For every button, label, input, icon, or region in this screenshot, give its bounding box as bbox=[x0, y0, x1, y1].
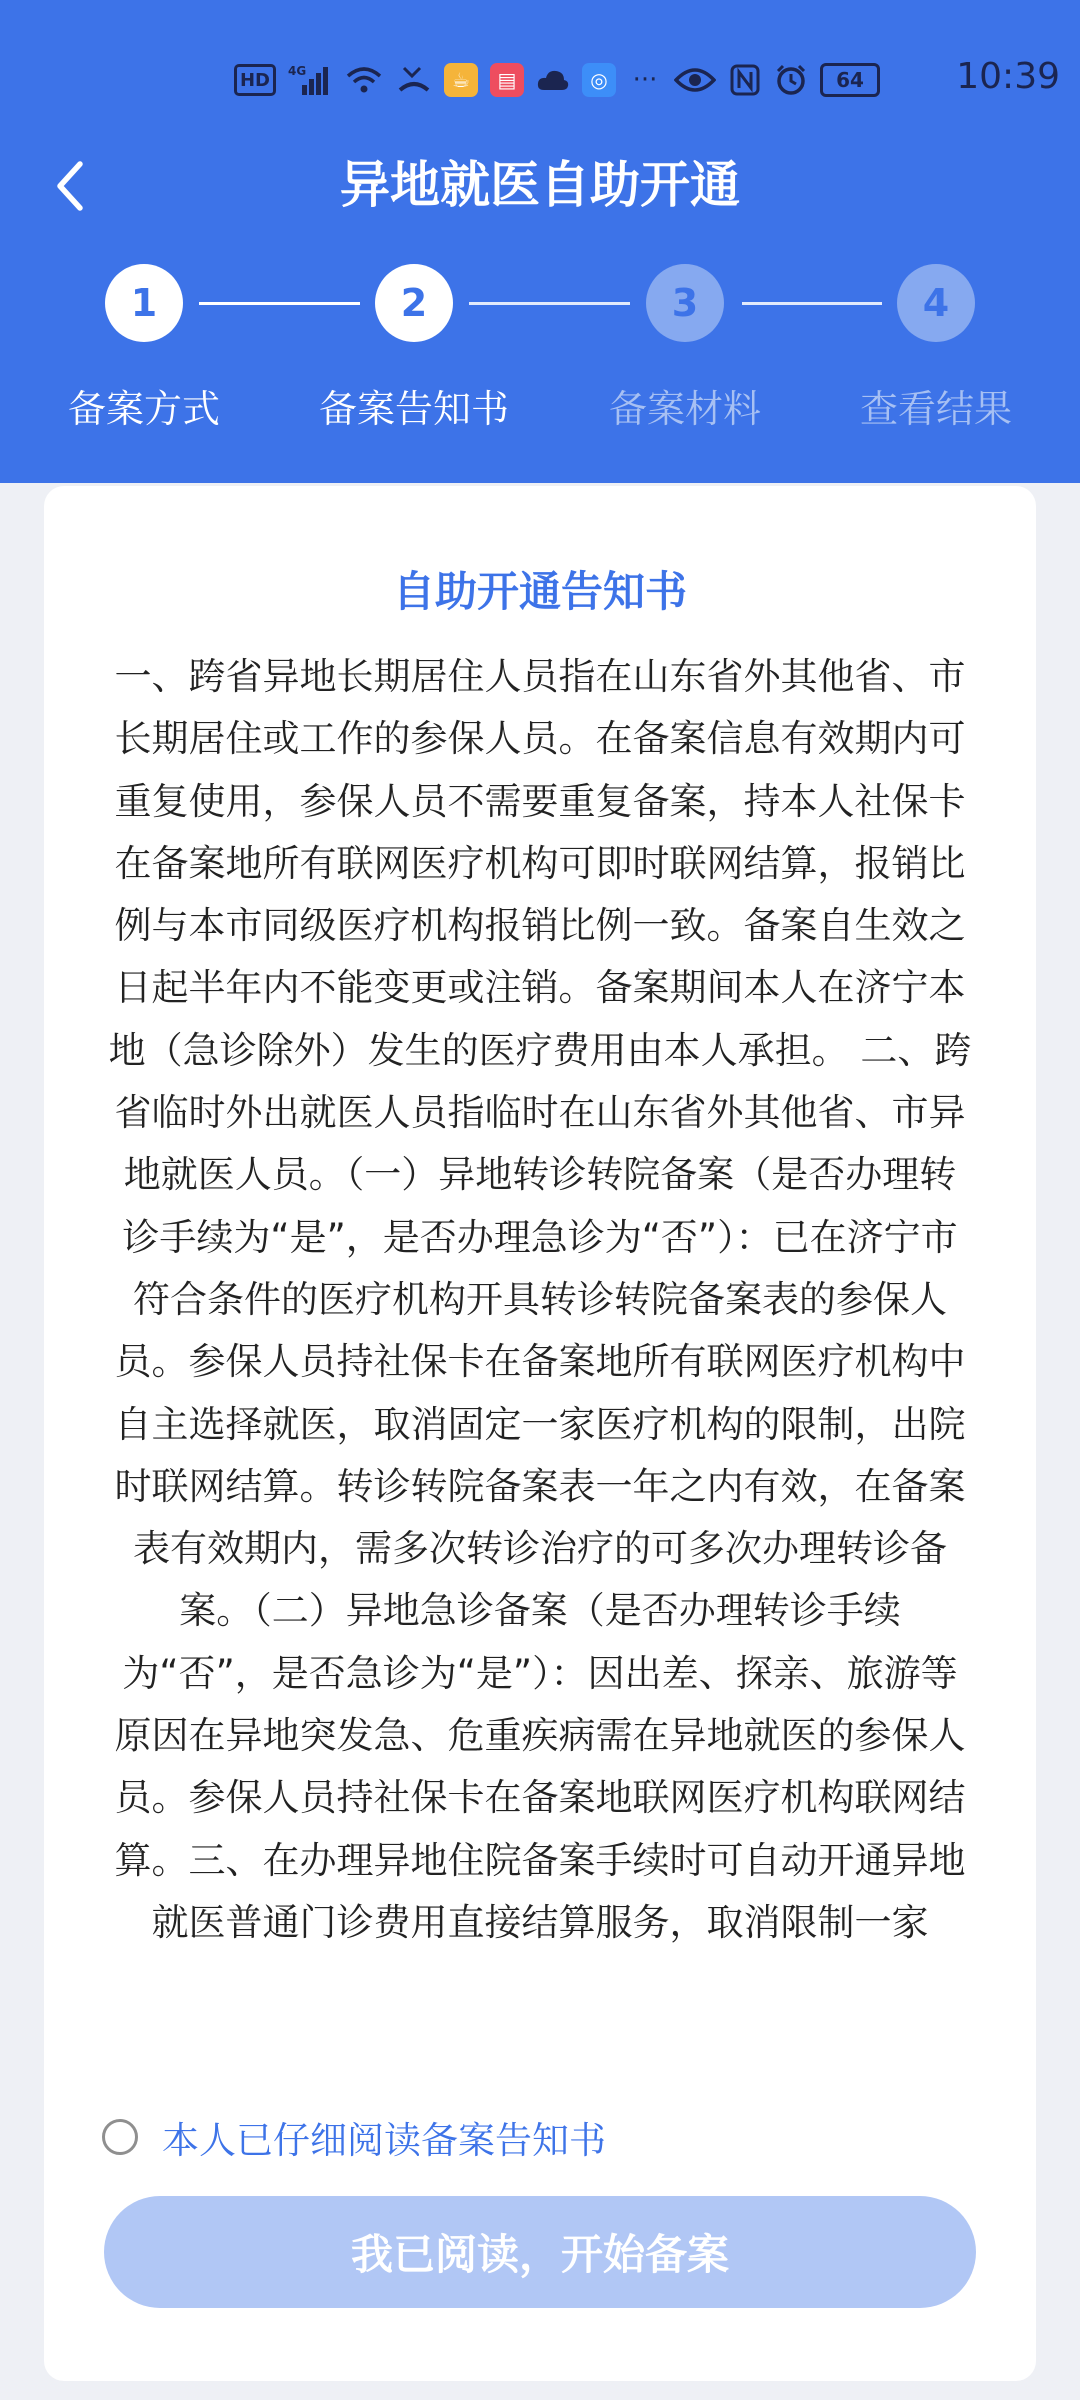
notice-title: 自助开通告知书 bbox=[392, 567, 687, 616]
missed-call-icon bbox=[396, 60, 432, 100]
header-bar bbox=[0, 0, 1080, 483]
step-1-circle: 1 bbox=[105, 264, 183, 342]
step-connector-2 bbox=[469, 302, 630, 305]
step-2-circle: 2 bbox=[375, 264, 453, 342]
nfc-icon bbox=[728, 60, 762, 100]
book-notification-icon: ▤ bbox=[490, 63, 524, 97]
status-icons bbox=[234, 58, 880, 102]
more-icon: ··· bbox=[632, 65, 658, 95]
step-3-circle: 3 bbox=[646, 264, 724, 342]
step-connector-1 bbox=[199, 302, 360, 305]
agreement-radio[interactable] bbox=[102, 2119, 138, 2155]
step-2-label: 备案告知书 bbox=[318, 387, 509, 431]
svg-text:4G: 4G bbox=[288, 64, 307, 78]
signal-4g-icon bbox=[288, 60, 332, 100]
bulb-icon: ◎ bbox=[582, 63, 616, 97]
start-filing-button[interactable]: 我已阅读，开始备案 bbox=[104, 2196, 976, 2308]
page-title: 异地就医自助开通 bbox=[340, 156, 740, 214]
wifi-icon bbox=[344, 60, 384, 100]
step-1-label: 备案方式 bbox=[67, 387, 220, 431]
agreement-row[interactable] bbox=[102, 2102, 606, 2172]
notice-card bbox=[44, 486, 1036, 2381]
eye-icon bbox=[674, 60, 716, 100]
step-connector-3 bbox=[742, 302, 882, 305]
step-4-circle: 4 bbox=[897, 264, 975, 342]
step-3-label: 备案材料 bbox=[608, 387, 761, 431]
cloud-icon bbox=[536, 60, 570, 100]
alarm-icon bbox=[774, 60, 808, 100]
battery-icon: 64 bbox=[820, 63, 880, 97]
hd-icon: HD bbox=[234, 64, 276, 96]
agreement-label[interactable]: 本人已仔细阅读备案告知书 bbox=[162, 2119, 606, 2162]
step-4-label: 查看结果 bbox=[859, 387, 1012, 431]
status-time: 10:39 bbox=[956, 56, 1060, 97]
status-bar bbox=[0, 0, 1080, 160]
progress-stepper bbox=[0, 260, 1080, 460]
notice-body-scroll[interactable]: 一、跨省异地长期居住人员指在山东省外其他省、市长期居住或工作的参保人员。在备案信息有效期内可重复使用，参保人员不需要重复备案，持本人社保卡在备案地所有联网医疗机构可即时联网结算，报销比例与本市同级医疗机构报销比例一致。备案自生效之日起半年内不能变更或注销。备案期间本人在济宁本地（急诊除外）发生的医疗费用由本人承担。 二、跨省临时外出就医人员指临时在山东省外其他省、市异地就医人员。（一）异地转诊转院备案（是否办理转诊手续为“是”，是否办理急诊为“否”）：已在济宁市符合条件的医疗机构开具转诊转院备案表的参保人员。参保人员持社保卡在备案地所有联网医疗机构中自主选择就医，取消固定一家医疗机构的限制，出院时联网结算。转诊转院备案表一年之内有效，在备案表有效期内，需多次转诊治疗的可多次办理转诊备案。（二）异地急诊备案（是否办理转诊手续为“否”，是否急诊为“是”）：因出差、探亲、旅游等原因在异地突发急、危重疾病需在异地就医的参保人员。参保人员持社保卡在备案地联网医疗机构联网结算。三、在办理异地住院备案手续时可自动开通异地就医普通门诊费用直接结算服务，取消限制一家 bbox=[108, 655, 972, 1944]
app-notification-icon: ☕ bbox=[444, 63, 478, 97]
